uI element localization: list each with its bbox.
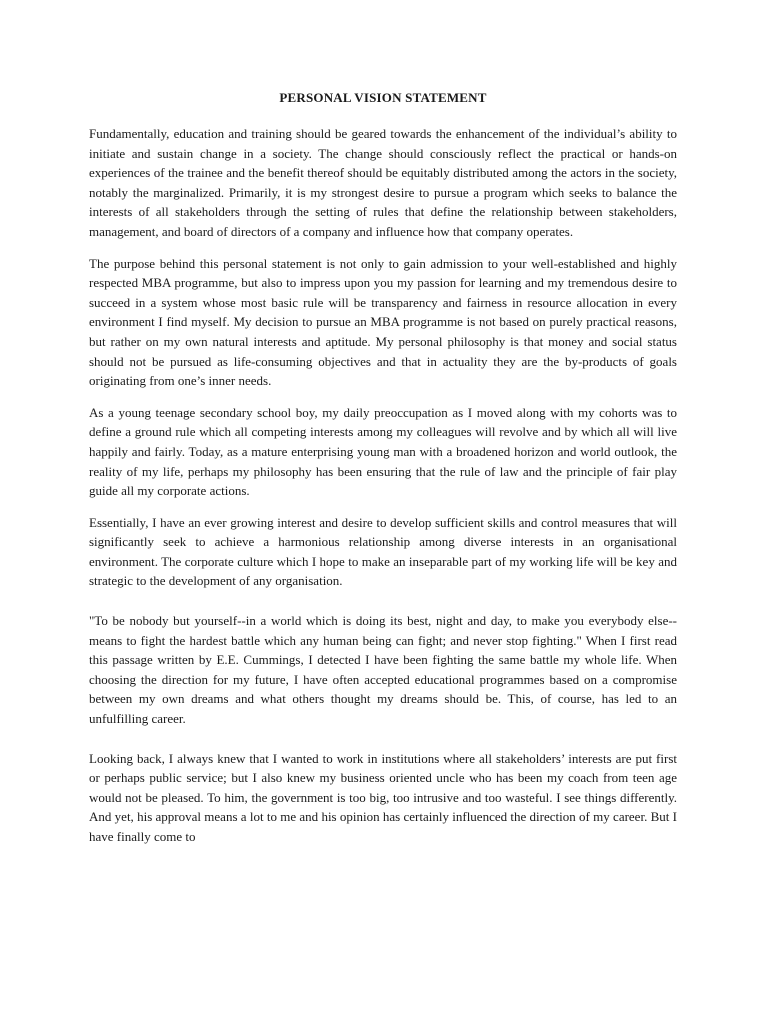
paragraph-2: The purpose behind this personal statement is not only to gain admission to your well-established and highly respected MBA programme, but also to impress upon you my passion for learning and my tremendous desire to succeed in a system whose most basic rule will be transparency and fairness in resource allocation in every environment I find myself. My decision to pursue an MBA programme is not based on purely practical reasons, but rather on my own natural interests and aptitude. My personal philosophy is that money and social status should not be pursued as life-consuming objectives and that in actuality they are the by-products of goals originating from one’s inner needs. xyxy=(89,255,677,389)
document-title: PERSONAL VISION STATEMENT xyxy=(279,90,487,105)
paragraph-4: Essentially, I have an ever growing interest and desire to develop sufficient skills and control measures that will significantly seek to achieve a harmonious relationship among diverse interests in an organisational environment. The corporate culture which I hope to make an inseparable part of my working life will be key and strategic to the development of any organisation. xyxy=(89,514,677,589)
document-page xyxy=(89,90,677,859)
paragraph-1: Fundamentally, education and training should be geared towards the enhancement of the individual’s ability to initiate and sustain change in a society. The change should consciously reflect the practical or hands-on experiences of the trainee and the benefit thereof should be equitably distributed among the actors in the society, notably the marginalized. Primarily, it is my strongest desire to pursue a program which seeks to balance the interests of all stakeholders through the setting of rules that define the relationship between stakeholders, management, and board of directors of a company and influence how that company operates. xyxy=(89,126,677,239)
paragraph-5: "To be nobody but yourself--in a world which is doing its best, night and day, to make you everybody else--means to fight the hardest battle which any human being can fight; and never stop fighting." When I first read this passage written by E.E. Cummings, I detected I have been fighting the same battle my whole life. When choosing the direction for my future, I have often accepted educational programmes based on a compromise between my own dreams and what others thought my dreams should be. This, of course, has led to an unfulfilling career. xyxy=(89,613,677,727)
paragraph-3: As a young teenage secondary school boy, my daily preoccupation as I moved along with my cohorts was to define a ground rule which all competing interests among my colleagues will revolve and by which all will live happily and fairly. Today, as a mature enterprising young man with a broadened horizon and world outlook, the reality of my life, perhaps my philosophy has been ensuring that the rule of law and the principle of fair play guide all my corporate actions. xyxy=(89,404,677,499)
paragraph-6: Looking back, I always knew that I wanted to work in institutions where all stakeholders’ interests are put first or perhaps public service; but I also knew my business oriented uncle who has been my coach from teen age would not be pleased. To him, the government is too big, too intrusive and too wasteful. I see things differently. And yet, his approval means a lot to me and his opinion has certainly influenced the direction of my career. But I have finally come to xyxy=(89,750,677,844)
